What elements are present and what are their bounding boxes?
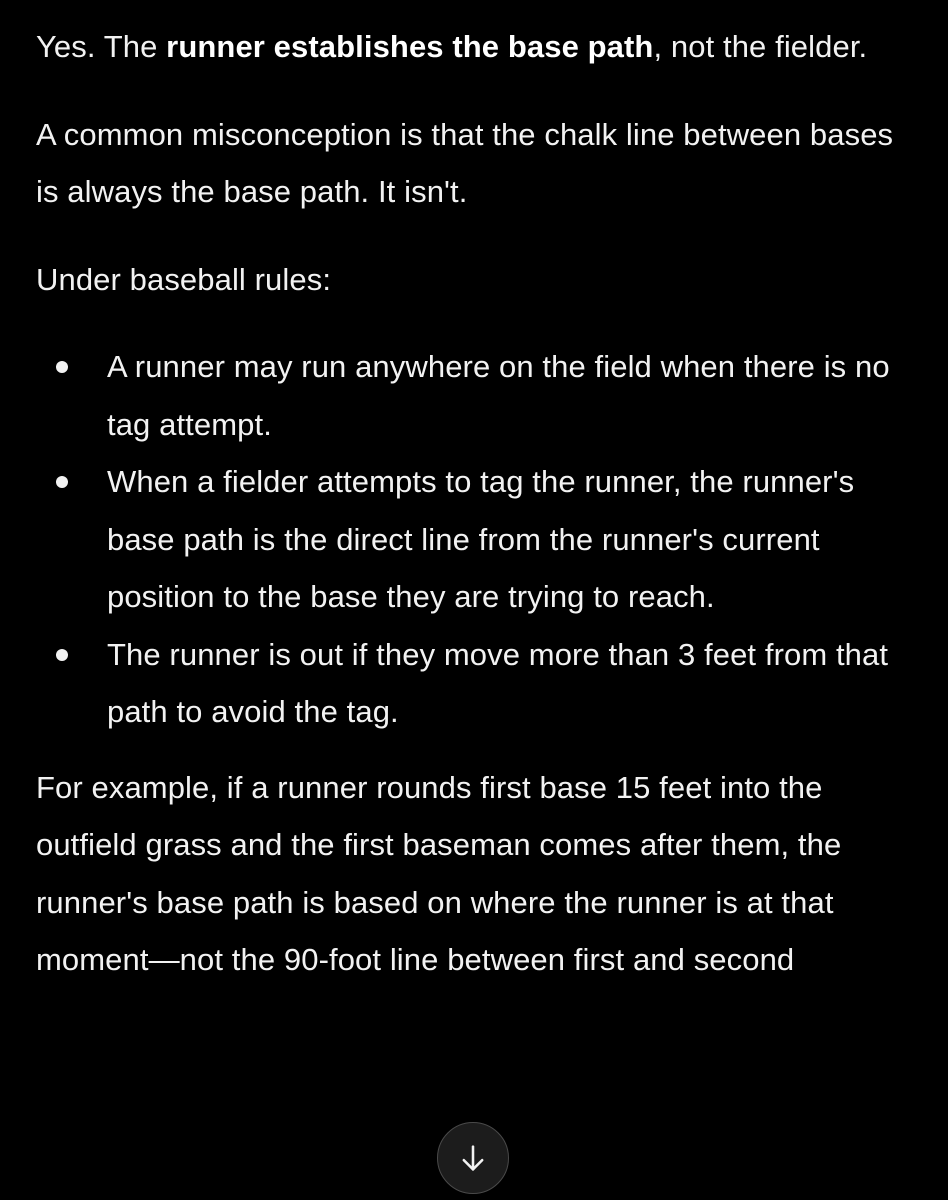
list-item — [36, 453, 916, 626]
arrow-down-icon — [456, 1141, 490, 1175]
misconception-paragraph: A common misconception is that the chalk line between bases is always the base path. It isn't. — [36, 116, 894, 209]
bullet-icon — [56, 476, 68, 488]
scroll-to-bottom-button[interactable] — [437, 1122, 509, 1194]
intro-text-end: , not the fielder. — [653, 29, 868, 64]
assistant-message — [36, 18, 916, 989]
intro-paragraph — [36, 18, 916, 76]
bullet-icon — [56, 649, 68, 661]
intro-text-start: Yes. The — [36, 29, 167, 64]
list-item-text: The runner is out if they move more than 3 feet from that path to avoid the tag. — [107, 636, 889, 729]
list-item-text: A runner may run anywhere on the field when there is no tag attempt. — [107, 349, 890, 442]
list-item — [36, 626, 916, 741]
rules-heading-paragraph: Under baseball rules: — [36, 261, 332, 297]
list-item-text: When a fielder attempts to tag the runner, the runner's base path is the direct line from the runner's current position to the base they are trying to reach. — [107, 464, 855, 614]
rules-list — [36, 338, 916, 741]
intro-bold-text: runner establishes the base path — [166, 29, 654, 64]
list-item — [36, 338, 916, 453]
example-paragraph: For example, if a runner rounds first base 15 feet into the outfield grass and the first baseman comes after them, the runner's base path is based on where the runner is at that moment—not the 90-foot line between first and second — [36, 769, 842, 977]
bullet-icon — [56, 361, 68, 373]
